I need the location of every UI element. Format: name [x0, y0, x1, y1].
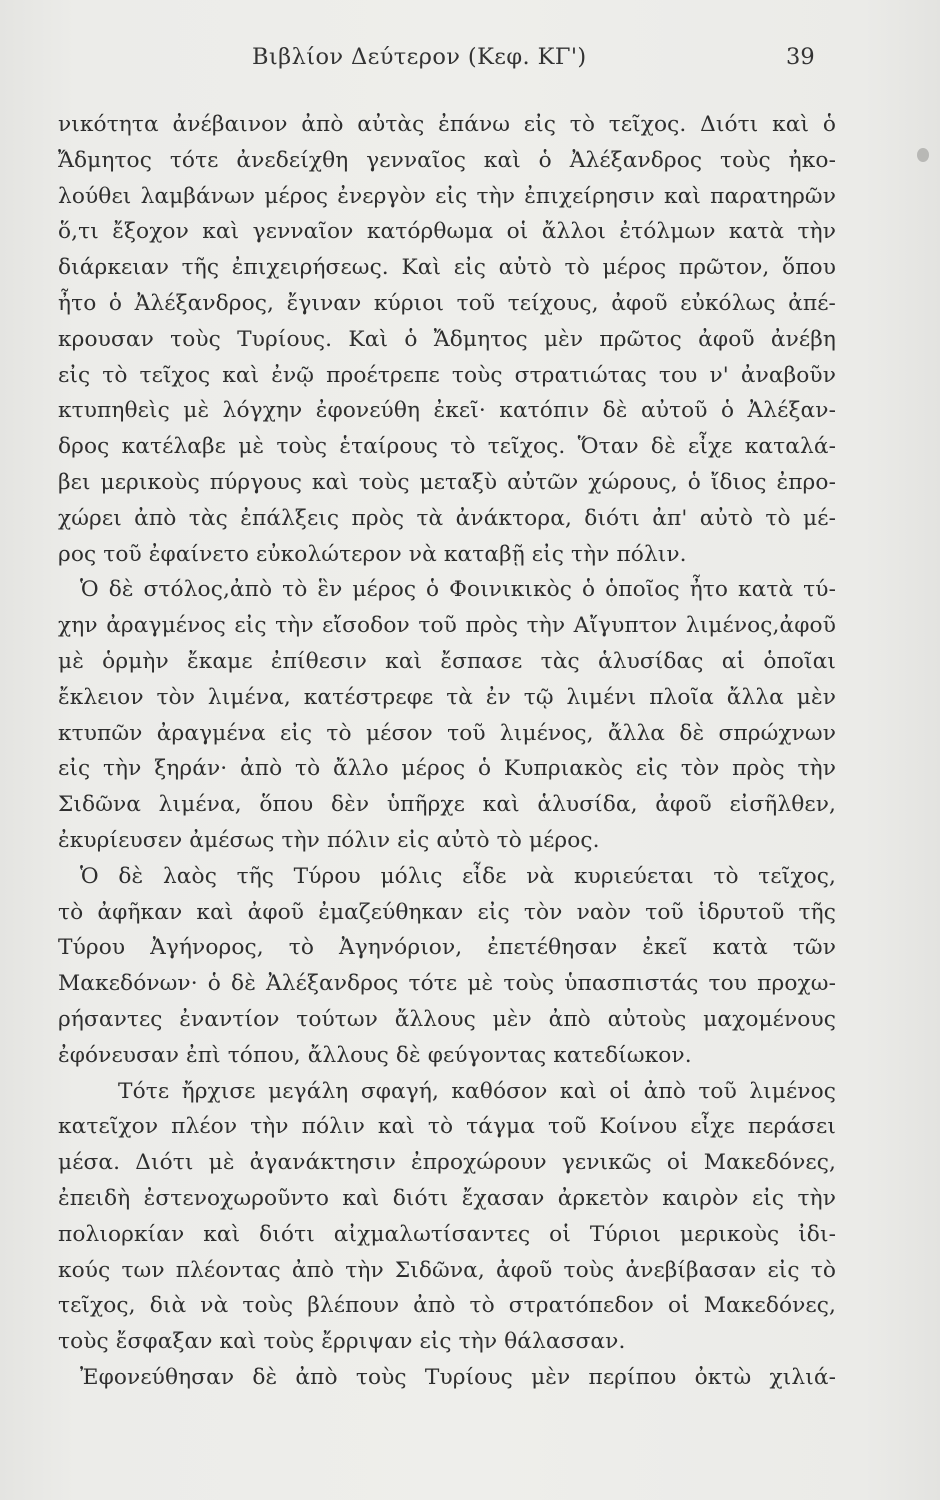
- text-line: κρουσαν τοὺς Τυρίους. Καὶ ὁ Ἄδμητος μὲν πρῶτος ἀφοῦ ἀνέβη: [58, 326, 836, 352]
- text-line: Ἄδμητος τότε ἀνεδείχθη γενναῖος καὶ ὁ Ἀλέξανδρος τοὺς ἠκο-: [58, 147, 836, 173]
- text-line: λούθει λαμβάνων μέρος ἐνεργὸν εἰς τὴν ἐπιχείρησιν καὶ παρατηρῶν: [58, 183, 836, 209]
- text-line: δρος κατέλαβε μὲ τοὺς ἑταίρους τὸ τεῖχος. Ὅταν δὲ εἶχε καταλά-: [58, 434, 836, 460]
- text-line: ἐφόνευσαν ἐπὶ τόπου, ἄλλους δὲ φεύγοντας κατεδίωκον.: [58, 1042, 692, 1068]
- text-line: ἔκλειον τὸν λιμένα, κατέστρεφε τὰ ἐν τῷ λιμένι πλοῖα ἄλλα μὲν: [58, 684, 836, 710]
- running-header: [0, 44, 940, 84]
- text-line: κούς των πλέοντας ἀπὸ τὴν Σιδῶνα, ἀφοῦ τοὺς ἀνεβίβασαν εἰς τὸ: [58, 1257, 836, 1283]
- text-line: βει μερικοὺς πύργους καὶ τοὺς μεταξὺ αὐτῶν χώρους, ὁ ἴδιος ἐπρο-: [58, 469, 836, 495]
- paper-speck: [917, 148, 929, 162]
- text-line: κατεῖχον πλέον τὴν πόλιν καὶ τὸ τάγμα τοῦ Κοίνου εἶχε περάσει: [58, 1114, 836, 1140]
- text-line: ρος τοῦ ἐφαίνετο εὐκολώτερον νὰ καταβῇ εἰς τὴν πόλιν.: [58, 541, 687, 567]
- paragraph-first-line: Ὁ δὲ λαὸς τῆς Τύρου μόλις εἶδε νὰ κυριεύεται τὸ τεῖχος,: [80, 863, 836, 889]
- page-number: 39: [786, 44, 815, 70]
- text-line: τεῖχος, διὰ νὰ τοὺς βλέπουν ἀπὸ τὸ στρατόπεδον οἱ Μακεδόνες,: [58, 1293, 836, 1319]
- text-line: εἰς τὴν ξηράν· ἀπὸ τὸ ἄλλο μέρος ὁ Κυπριακὸς εἰς τὸν πρὸς τὴν: [58, 756, 836, 782]
- text-line: ἦτο ὁ Ἀλέξανδρος, ἔγιναν κύριοι τοῦ τείχους, ἀφοῦ εὐκόλως ἀπέ-: [58, 290, 836, 316]
- text-line: κτυπηθεὶς μὲ λόγχην ἐφονεύθη ἐκεῖ· κατόπιν δὲ αὐτοῦ ὁ Ἀλέξαν-: [58, 398, 836, 424]
- text-line: εἰς τὸ τεῖχος καὶ ἐνῷ προέτρεπε τοὺς στρατιώτας του ν' ἀναβοῦν: [58, 362, 836, 388]
- text-line: μέσα. Διότι μὲ ἀγανάκτησιν ἐπροχώρουν γενικῶς οἱ Μακεδόνες,: [58, 1150, 836, 1176]
- text-line: ἐπειδὴ ἐστενοχωροῦντο καὶ διότι ἔχασαν ἀρκετὸν καιρὸν εἰς τὴν: [58, 1185, 836, 1211]
- text-line: μὲ ὁρμὴν ἔκαμε ἐπίθεσιν καὶ ἔσπασε τὰς ἁλυσίδας αἱ ὁποῖαι: [58, 648, 836, 674]
- text-line: ὅ,τι ἔξοχον καὶ γενναῖον κατόρθωμα οἱ ἄλλοι ἐτόλμων κατὰ τὴν: [58, 219, 836, 245]
- paragraph-first-line: Τότε ἤρχισε μεγάλη σφαγή, καθόσον καὶ οἱ ἀπὸ τοῦ λιμένος: [118, 1078, 836, 1104]
- paragraph-first-line: Ὁ δὲ στόλος,ἀπὸ τὸ ἓν μέρος ὁ Φοινικικὸς ὁ ὁποῖος ἦτο κατὰ τύ-: [80, 577, 836, 603]
- text-line: Μακεδόνων· ὁ δὲ Ἀλέξανδρος τότε μὲ τοὺς ὑπασπιστάς του προχω-: [58, 971, 836, 997]
- body-text: [58, 107, 836, 1396]
- text-line: Σιδῶνα λιμένα, ὅπου δὲν ὑπῆρχε καὶ ἁλυσίδα, ἀφοῦ εἰσῆλθεν,: [58, 792, 836, 818]
- text-line: πολιορκίαν καὶ διότι αἰχμαλωτίσαντες οἱ Τύριοι μερικοὺς ἰδι-: [58, 1221, 836, 1247]
- text-line: τὸ ἀφῆκαν καὶ ἀφοῦ ἐμαζεύθηκαν εἰς τὸν ναὸν τοῦ ἱδρυτοῦ τῆς: [58, 899, 836, 925]
- text-line: ἐκυρίευσεν ἀμέσως τὴν πόλιν εἰς αὐτὸ τὸ μέρος.: [58, 827, 600, 853]
- text-line: διάρκειαν τῆς ἐπιχειρήσεως. Καὶ εἰς αὐτὸ τὸ μέρος πρῶτον, ὅπου: [58, 255, 836, 281]
- text-line: κτυπῶν ἀραγμένα εἰς τὸ μέσον τοῦ λιμένος, ἄλλα δὲ σπρώχνων: [58, 720, 836, 746]
- text-line: νικότητα ἀνέβαινον ἀπὸ αὐτὰς ἐπάνω εἰς τὸ τεῖχος. Διότι καὶ ὁ: [58, 112, 836, 137]
- running-title: Βιβλίον Δεύτερον (Κεφ. ΚΓ'): [252, 44, 587, 70]
- text-line: χώρει ἀπὸ τὰς ἐπάλξεις πρὸς τὰ ἀνάκτορα, διότι ἀπ' αὐτὸ τὸ μέ-: [58, 505, 836, 531]
- text-line: Τύρου Ἀγήνορος, τὸ Ἀγηνόριον, ἐπετέθησαν ἐκεῖ κατὰ τῶν: [58, 935, 836, 961]
- text-line: χην ἀραγμένος εἰς τὴν εἴσοδον τοῦ πρὸς τὴν Αἴγυπτον λιμένος,ἀφοῦ: [58, 613, 836, 639]
- text-line: ρήσαντες ἐναντίον τούτων ἄλλους μὲν ἀπὸ αὐτοὺς μαχομένους: [58, 1006, 836, 1032]
- text-line: τοὺς ἔσφαξαν καὶ τοὺς ἔρριψαν εἰς τὴν θάλασσαν.: [58, 1329, 626, 1355]
- paragraph-first-line: Ἐφονεύθησαν δὲ ἀπὸ τοὺς Τυρίους μὲν περίπου ὀκτὼ χιλιά-: [80, 1364, 836, 1390]
